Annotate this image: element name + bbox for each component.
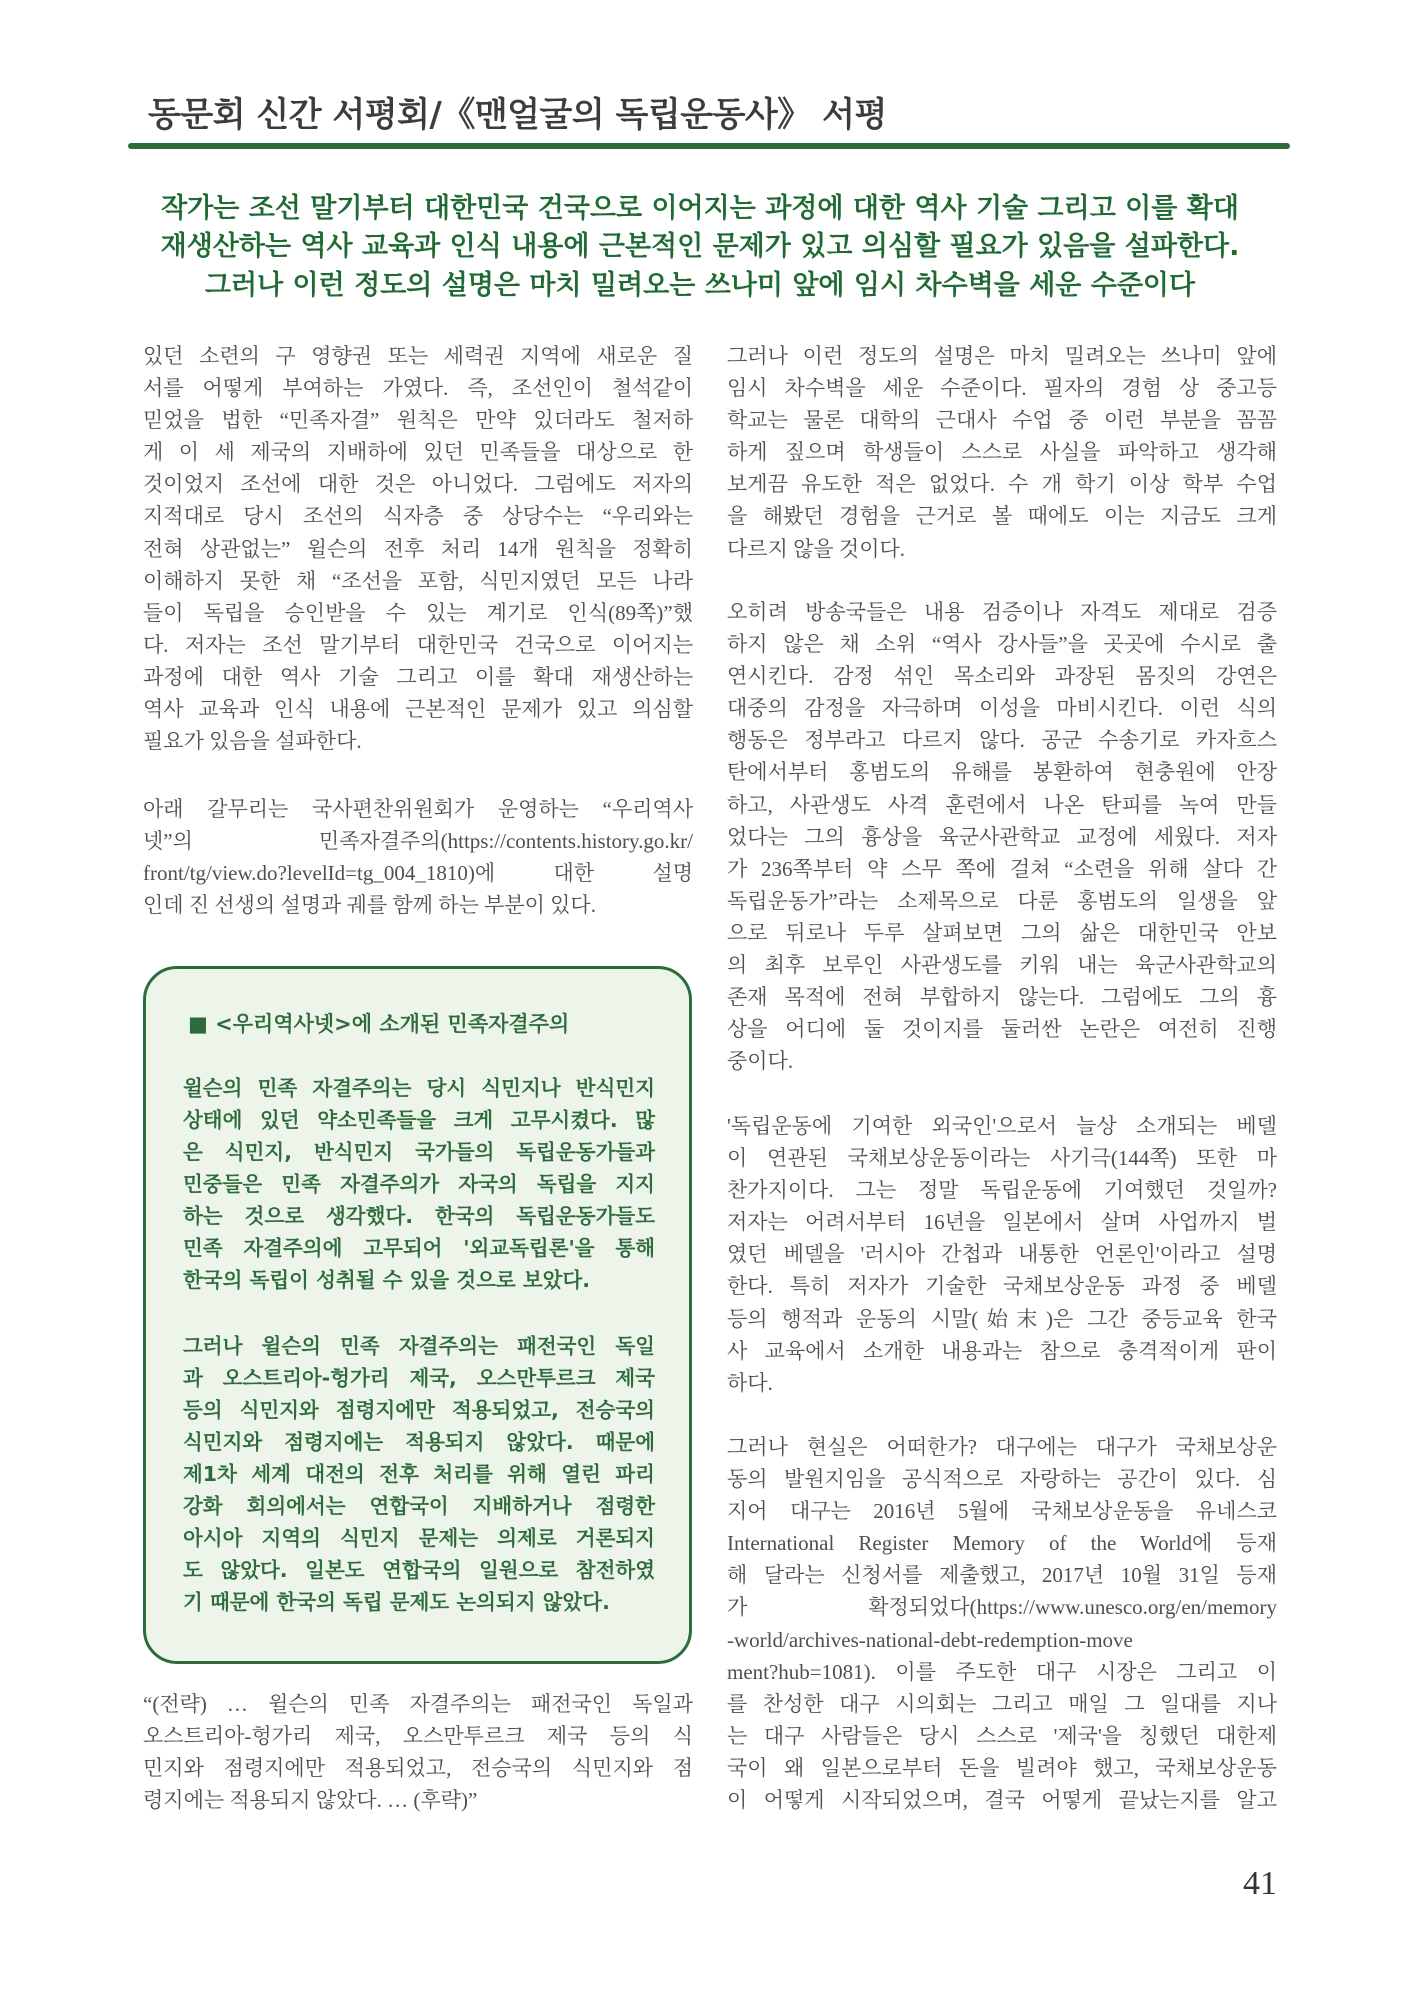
text-line: -world/archives-national-debt-redemption-move xyxy=(727,1627,1133,1652)
text-line: 그러나 윌슨의 민족 자결주의는 패전국인 독일 xyxy=(183,1334,655,1358)
text-line: 아시아 지역의 식민지 문제는 의제로 거론되지 xyxy=(183,1526,655,1550)
text-line: 가 236쪽부터 약 스무 쪽에 걸쳐 “소련을 위해 살다 간 xyxy=(727,856,1277,881)
text-line: 한국의 독립이 성취될 수 있을 것으로 보았다. xyxy=(183,1268,591,1292)
right-paragraph-3 xyxy=(727,1110,1277,1399)
callout-paragraph-1 xyxy=(183,1072,655,1296)
text-line: 를 찬성한 대구 시의회는 그리고 매일 그 일대를 지나 xyxy=(727,1691,1277,1716)
lead-summary xyxy=(100,190,1300,305)
text-line: 동의 발원지임을 공식적으로 자랑하는 공간이 있다. 심 xyxy=(727,1467,1277,1492)
text-line: 믿었을 법한 “민족자결” 원칙은 만약 있더라도 철저하 xyxy=(143,408,693,433)
page-number: 41 xyxy=(1243,1865,1277,1902)
text-line: 오히려 방송국들은 내용 검증이나 자격도 제대로 검증 xyxy=(727,600,1277,624)
text-line: 등의 행적과 운동의 시말(始末)은 그간 중등교육 한국 xyxy=(727,1306,1277,1331)
text-line: 이해하지 못한 채 “조선을 포함, 식민지였던 모든 나라 xyxy=(143,568,693,593)
lead-line: 재생산하는 역사 교육과 인식 내용에 근본적인 문제가 있고 의심할 필요가 있음을 설파한다. xyxy=(160,231,1240,263)
text-line: 민족 자결주의에 고무되어 '외교독립론'을 통해 xyxy=(183,1236,655,1260)
text-line: 이 연관된 국채보상운동이라는 사기극(144쪽) 또한 마 xyxy=(727,1146,1277,1171)
text-line: 저자는 어려서부터 16년을 일본에서 살며 사업까지 벌 xyxy=(727,1210,1277,1235)
text-line: 중이다. xyxy=(727,1049,794,1074)
text-line: 과정에 대한 역사 기술 그리고 이를 확대 재생산하는 xyxy=(143,664,693,689)
text-line: 가 확정되었다(https://www.unesco.org/en/memory xyxy=(727,1595,1277,1620)
callout-paragraph-2 xyxy=(183,1330,655,1618)
text-line: 이 어떻게 시작되었으며, 결국 어떻게 끝났는지를 알고 xyxy=(727,1788,1277,1813)
text-line: 찬가지이다. 그는 정말 독립운동에 기여했던 것일까? xyxy=(727,1178,1277,1203)
text-line: 서를 어떻게 부여하는 가였다. 즉, 조선인이 철석같이 xyxy=(143,376,693,401)
text-line: 식민지와 점령지에는 적용되지 않았다. 때문에 xyxy=(183,1430,655,1454)
lead-line: 그러나 이런 정도의 설명은 마치 밀려오는 쓰나미 앞에 임시 차수벽을 세운 수준이다 xyxy=(204,269,1196,301)
text-line: International Register Memory of the World에 등재 xyxy=(727,1531,1277,1556)
text-line: 대중의 감정을 자극하며 이성을 마비시킨다. 이런 식의 xyxy=(727,696,1277,721)
text-line: 해 달라는 신청서를 제출했고, 2017년 10월 31일 등재 xyxy=(727,1563,1277,1588)
text-line: 였던 베델을 '러시아 간첩과 내통한 언론인'이라고 설명 xyxy=(727,1242,1277,1267)
text-line: 넷”의 민족자결주의(https://contents.history.go.kr/ xyxy=(143,829,693,854)
text-line: ment?hub=1081). 이를 주도한 대구 시장은 그리고 이 xyxy=(727,1659,1277,1684)
text-line: 역사 교육과 인식 내용에 근본적인 문제가 있고 의심할 xyxy=(143,697,693,722)
text-line: 었다는 그의 흉상을 육군사관학교 교정에 세웠다. 저자 xyxy=(727,824,1277,849)
text-line: 하지 않은 채 소위 “역사 강사들”을 곳곳에 수시로 출 xyxy=(727,632,1277,657)
text-line: 다르지 않을 것이다. xyxy=(727,536,906,561)
text-line: front/tg/view.do?levelId=tg_004_1810)에 대한 설명 xyxy=(143,861,693,886)
text-line: 존재 목적에 전혀 부합하지 않는다. 그럼에도 그의 흉 xyxy=(727,985,1277,1010)
right-paragraph-2 xyxy=(727,596,1277,1077)
text-line: 상태에 있던 약소민족들을 크게 고무시켰다. 많 xyxy=(183,1108,655,1132)
right-paragraph-1 xyxy=(727,340,1277,565)
text-line: 인데 진 선생의 설명과 궤를 함께 하는 부분이 있다. xyxy=(143,893,596,918)
text-line: 오스트리아-헝가리 제국, 오스만투르크 제국 등의 식 xyxy=(143,1724,693,1749)
text-line: 의 최후 보루인 사관생도를 키워 내는 육군사관학교의 xyxy=(727,953,1277,978)
text-line: 들이 독립을 승인받을 수 있는 계기로 인식(89쪽)”했 xyxy=(143,600,693,625)
text-line: 을 해봤던 경험을 근거로 볼 때에도 이는 지금도 크게 xyxy=(727,504,1277,529)
text-line: 임시 차수벽을 세운 수준이다. 필자의 경험 상 중고등 xyxy=(727,376,1277,401)
text-line: 아래 갈무리는 국사편찬위원회가 운영하는 “우리역사 xyxy=(143,797,693,821)
title-underline-rule xyxy=(128,143,1290,149)
text-line: 강화 회의에서는 연합국이 지배하거나 점령한 xyxy=(183,1494,655,1518)
text-line: 그러나 이런 정도의 설명은 마치 밀려오는 쓰나미 앞에 xyxy=(727,344,1277,368)
left-paragraph-1 xyxy=(143,340,693,757)
text-line: 지적대로 당시 조선의 식자층 중 상당수는 “우리와는 xyxy=(143,504,693,529)
text-line: 하다. xyxy=(727,1370,773,1395)
text-line: 기 때문에 한국의 독립 문제도 논의되지 않았다. xyxy=(183,1590,610,1614)
text-line: “(전략) … 윌슨의 민족 자결주의는 패전국인 독일과 xyxy=(143,1692,693,1716)
text-line: 다. 저자는 조선 말기부터 대한민국 건국으로 이어지는 xyxy=(143,632,693,657)
text-line: 은 식민지, 반식민지 국가들의 독립운동가들과 xyxy=(183,1140,655,1164)
text-line: 민지와 점령지에만 적용되었고, 전승국의 식민지와 점 xyxy=(143,1756,693,1781)
text-line: 것이었지 조선에 대한 것은 아니었다. 그럼에도 저자의 xyxy=(143,472,693,497)
text-line: 하는 것으로 생각했다. 한국의 독립운동가들도 xyxy=(183,1204,655,1228)
text-line: 필요가 있음을 설파한다. xyxy=(143,729,362,754)
text-line: 과 오스트리아-헝가리 제국, 오스만투르크 제국 xyxy=(183,1366,655,1390)
right-paragraph-4 xyxy=(727,1431,1277,1816)
text-line: 령지에는 적용되지 않았다. … (후략)” xyxy=(143,1788,478,1813)
text-line: 보게끔 유도한 적은 없었다. 수 개 학기 이상 학부 수업 xyxy=(727,472,1277,497)
text-line: 지어 대구는 2016년 5월에 국채보상운동을 유네스코 xyxy=(727,1499,1277,1524)
text-line: 는 대구 사람들은 당시 스스로 '제국'을 칭했던 대한제 xyxy=(727,1723,1277,1748)
text-line: 하게 짚으며 학생들이 스스로 사실을 파악하고 생각해 xyxy=(727,440,1277,465)
text-line: 윌슨의 민족 자결주의는 당시 식민지나 반식민지 xyxy=(183,1076,655,1100)
text-line: 도 않았다. 일본도 연합국의 일원으로 참전하였 xyxy=(183,1558,655,1582)
text-line: 으로 뒤로나 두루 살펴보면 그의 삶은 대한민국 안보 xyxy=(727,920,1277,945)
page-title: 동문회 신간 서평회/《맨얼굴의 독립운동사》 서평 xyxy=(148,95,887,135)
text-line: 연시킨다. 감정 섞인 목소리와 과장된 몸짓의 강연은 xyxy=(727,664,1277,689)
text-line: 국이 왜 일본으로부터 돈을 빌려야 했고, 국채보상운동 xyxy=(727,1755,1277,1780)
callout-box xyxy=(143,966,692,1664)
text-line: 사 교육에서 소개한 내용과는 참으로 충격적이게 판이 xyxy=(727,1338,1277,1363)
text-line: 있던 소련의 구 영향권 또는 세력권 지역에 새로운 질 xyxy=(143,344,693,368)
text-line: 하고, 사관생도 사격 훈련에서 나온 탄피를 녹여 만들 xyxy=(727,792,1277,817)
text-line: 한다. 특히 저자가 기술한 국채보상운동 과정 중 베델 xyxy=(727,1274,1277,1299)
lead-line: 작가는 조선 말기부터 대한민국 건국으로 이어지는 과정에 대한 역사 기술 그리고 이를 확대 xyxy=(161,193,1239,224)
text-line: 독립운동가”라는 소제목으로 다룬 홍범도의 일생을 앞 xyxy=(727,888,1277,913)
text-line: 제1차 세계 대전의 전후 처리를 위해 열린 파리 xyxy=(183,1462,655,1486)
text-line: 학교는 물론 대학의 근대사 수업 중 이런 부분을 꼼꼼 xyxy=(727,408,1277,433)
text-line: 상을 어디에 둘 것이지를 둘러싼 논란은 여전히 진행 xyxy=(727,1017,1277,1042)
text-line: 등의 식민지와 점령지에만 적용되었고, 전승국의 xyxy=(183,1398,655,1422)
left-paragraph-2 xyxy=(143,793,693,921)
text-line: '독립운동에 기여한 외국인'으로서 늘상 소개되는 베델 xyxy=(727,1114,1277,1138)
text-line: 전혀 상관없는” 윌슨의 전후 처리 14개 원칙을 정확히 xyxy=(143,536,693,561)
text-line: 게 이 세 제국의 지배하에 있던 민족들을 대상으로 한 xyxy=(143,440,693,465)
text-line: 탄에서부터 홍범도의 유해를 봉환하여 현충원에 안장 xyxy=(727,760,1277,785)
text-line: 행동은 정부라고 다르지 않다. 공군 수송기로 카자흐스 xyxy=(727,728,1277,753)
text-line: 그러나 현실은 어떠한가? 대구에는 대구가 국채보상운 xyxy=(727,1435,1277,1459)
quoted-excerpt xyxy=(143,1688,693,1816)
text-line: 민중들은 민족 자결주의가 자국의 독립을 지지 xyxy=(183,1172,655,1196)
callout-heading: ■ <우리역사넷>에 소개된 민족자결주의 xyxy=(188,1012,570,1036)
